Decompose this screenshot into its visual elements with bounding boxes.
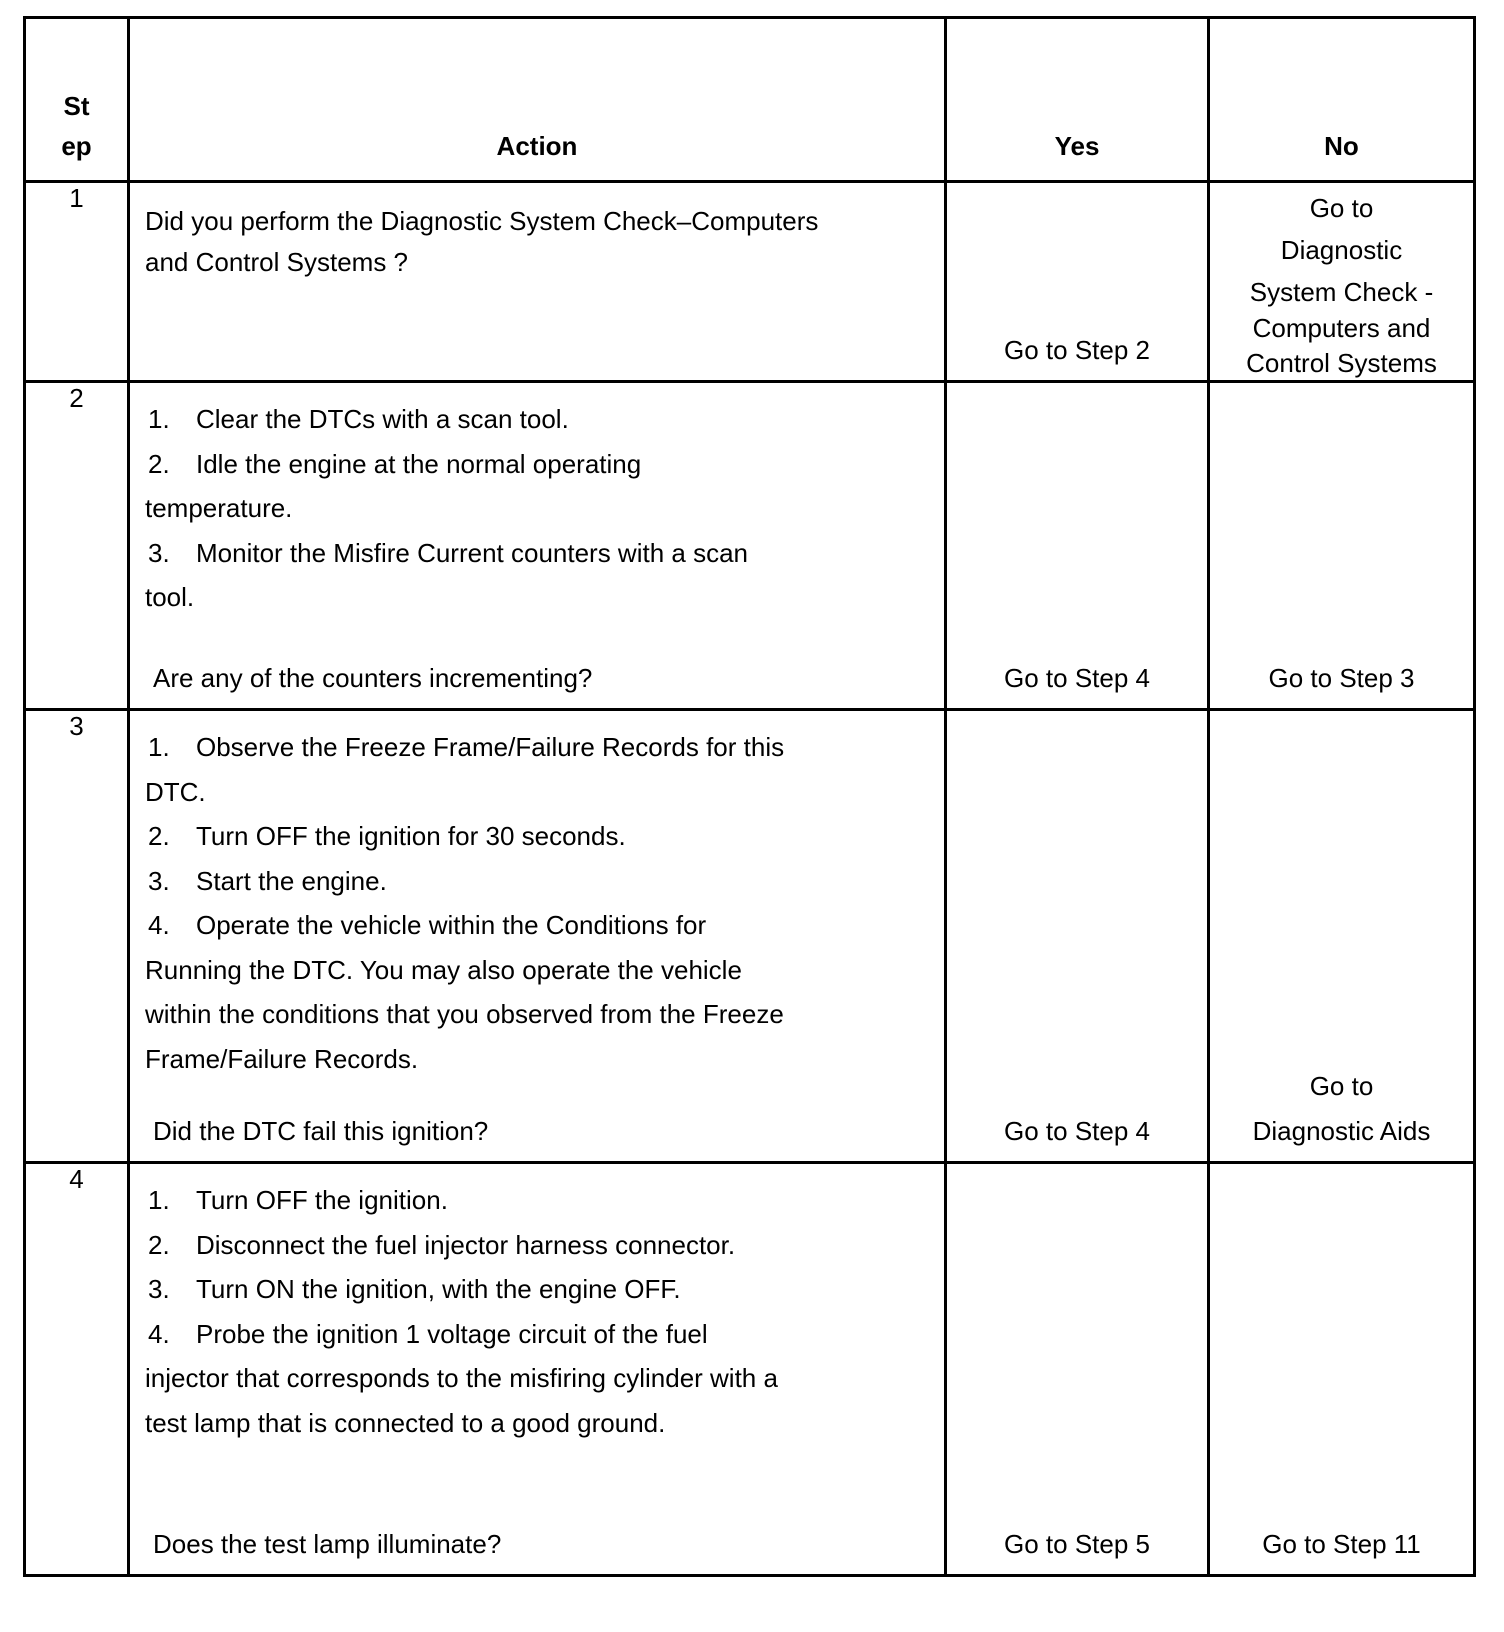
- action-line: 1. Observe the Freeze Frame/Failure Records for this: [148, 732, 785, 762]
- no-cell: [1209, 1163, 1475, 1576]
- action-line: 4. Probe the ignition 1 voltage circuit of the fuel: [148, 1318, 708, 1349]
- no-result-line: Go to: [1309, 193, 1374, 223]
- header-action: Action: [129, 18, 946, 182]
- action-line: injector that corresponds to the misfiring cylinder with a: [145, 1363, 778, 1393]
- yes-cell: [946, 710, 1209, 1163]
- header-no: No: [1209, 18, 1475, 182]
- action-line: tool.: [145, 582, 195, 612]
- yes-result: Go to Step 4: [1004, 1115, 1150, 1146]
- action-line: 2. Idle the engine at the normal operating: [148, 448, 642, 479]
- action-line: 3. Start the engine.: [148, 865, 387, 896]
- step-number: 1: [25, 182, 129, 382]
- action-line: DTC.: [145, 776, 206, 807]
- yes-result: Go to Step 2: [1004, 334, 1150, 365]
- action-line: test lamp that is connected to a good ground.: [145, 1407, 666, 1438]
- header-step-line2: ep: [61, 131, 92, 161]
- table-row: [25, 382, 1475, 710]
- action-line: and Control Systems ?: [145, 247, 409, 277]
- action-cell: [129, 182, 946, 382]
- step-number: 4: [25, 1163, 129, 1576]
- action-line: 3. Turn ON the ignition, with the engine OFF.: [148, 1274, 681, 1304]
- action-line: 2. Disconnect the fuel injector harness connector.: [148, 1229, 736, 1260]
- header-row: [25, 18, 1475, 182]
- action-cell: [129, 710, 946, 1163]
- yes-cell: [946, 182, 1209, 382]
- action-line: Did you perform the Diagnostic System Check–Computers: [145, 206, 819, 236]
- action-line: 2. Turn OFF the ignition for 30 seconds.: [148, 821, 626, 851]
- action-question: Are any of the counters incrementing?: [153, 662, 593, 693]
- action-line: 4. Operate the vehicle within the Conditions for: [148, 910, 707, 940]
- yes-result: Go to Step 5: [1004, 1528, 1150, 1559]
- action-line: 1. Turn OFF the ignition.: [148, 1185, 448, 1215]
- no-cell: [1209, 382, 1475, 710]
- step-number: 3: [25, 710, 129, 1163]
- no-result-line: Diagnostic: [1280, 235, 1403, 265]
- no-result: [1210, 1064, 1473, 1153]
- action-question: Does the test lamp illuminate?: [153, 1528, 502, 1559]
- action-line: 1. Clear the DTCs with a scan tool.: [148, 404, 569, 434]
- table-row: [25, 1163, 1475, 1576]
- yes-result: Go to Step 4: [1004, 662, 1150, 693]
- diagnostic-table: [23, 16, 1476, 1577]
- header-yes: Yes: [946, 18, 1209, 182]
- action-cell: [129, 1163, 946, 1576]
- action-line: within the conditions that you observed from the Freeze: [145, 999, 784, 1029]
- no-result: Go to Step 11: [1262, 1528, 1421, 1559]
- action-line: Running the DTC. You may also operate the vehicle: [145, 954, 742, 985]
- no-cell: [1209, 710, 1475, 1163]
- table-row: [25, 182, 1475, 382]
- yes-cell: [946, 382, 1209, 710]
- no-result-line: Control Systems: [1246, 348, 1437, 378]
- step-number: 2: [25, 382, 129, 710]
- action-question: Did the DTC fail this ignition?: [153, 1115, 489, 1146]
- action-cell: [129, 382, 946, 710]
- no-result-line: Diagnostic Aids: [1252, 1115, 1431, 1146]
- no-cell: [1209, 182, 1475, 382]
- header-step-line1: St: [63, 91, 90, 121]
- yes-cell: [946, 1163, 1209, 1576]
- table-row: [25, 710, 1475, 1163]
- action-line: Frame/Failure Records.: [145, 1043, 419, 1074]
- no-result-line: Computers and: [1252, 313, 1431, 343]
- action-line: temperature.: [145, 493, 293, 523]
- no-result: Go to Step 3: [1268, 662, 1415, 693]
- header-step: [25, 18, 129, 182]
- action-line: 3. Monitor the Misfire Current counters with a scan: [148, 537, 748, 568]
- no-result-line: Go to: [1309, 1071, 1374, 1101]
- no-result-line: System Check -: [1249, 277, 1434, 307]
